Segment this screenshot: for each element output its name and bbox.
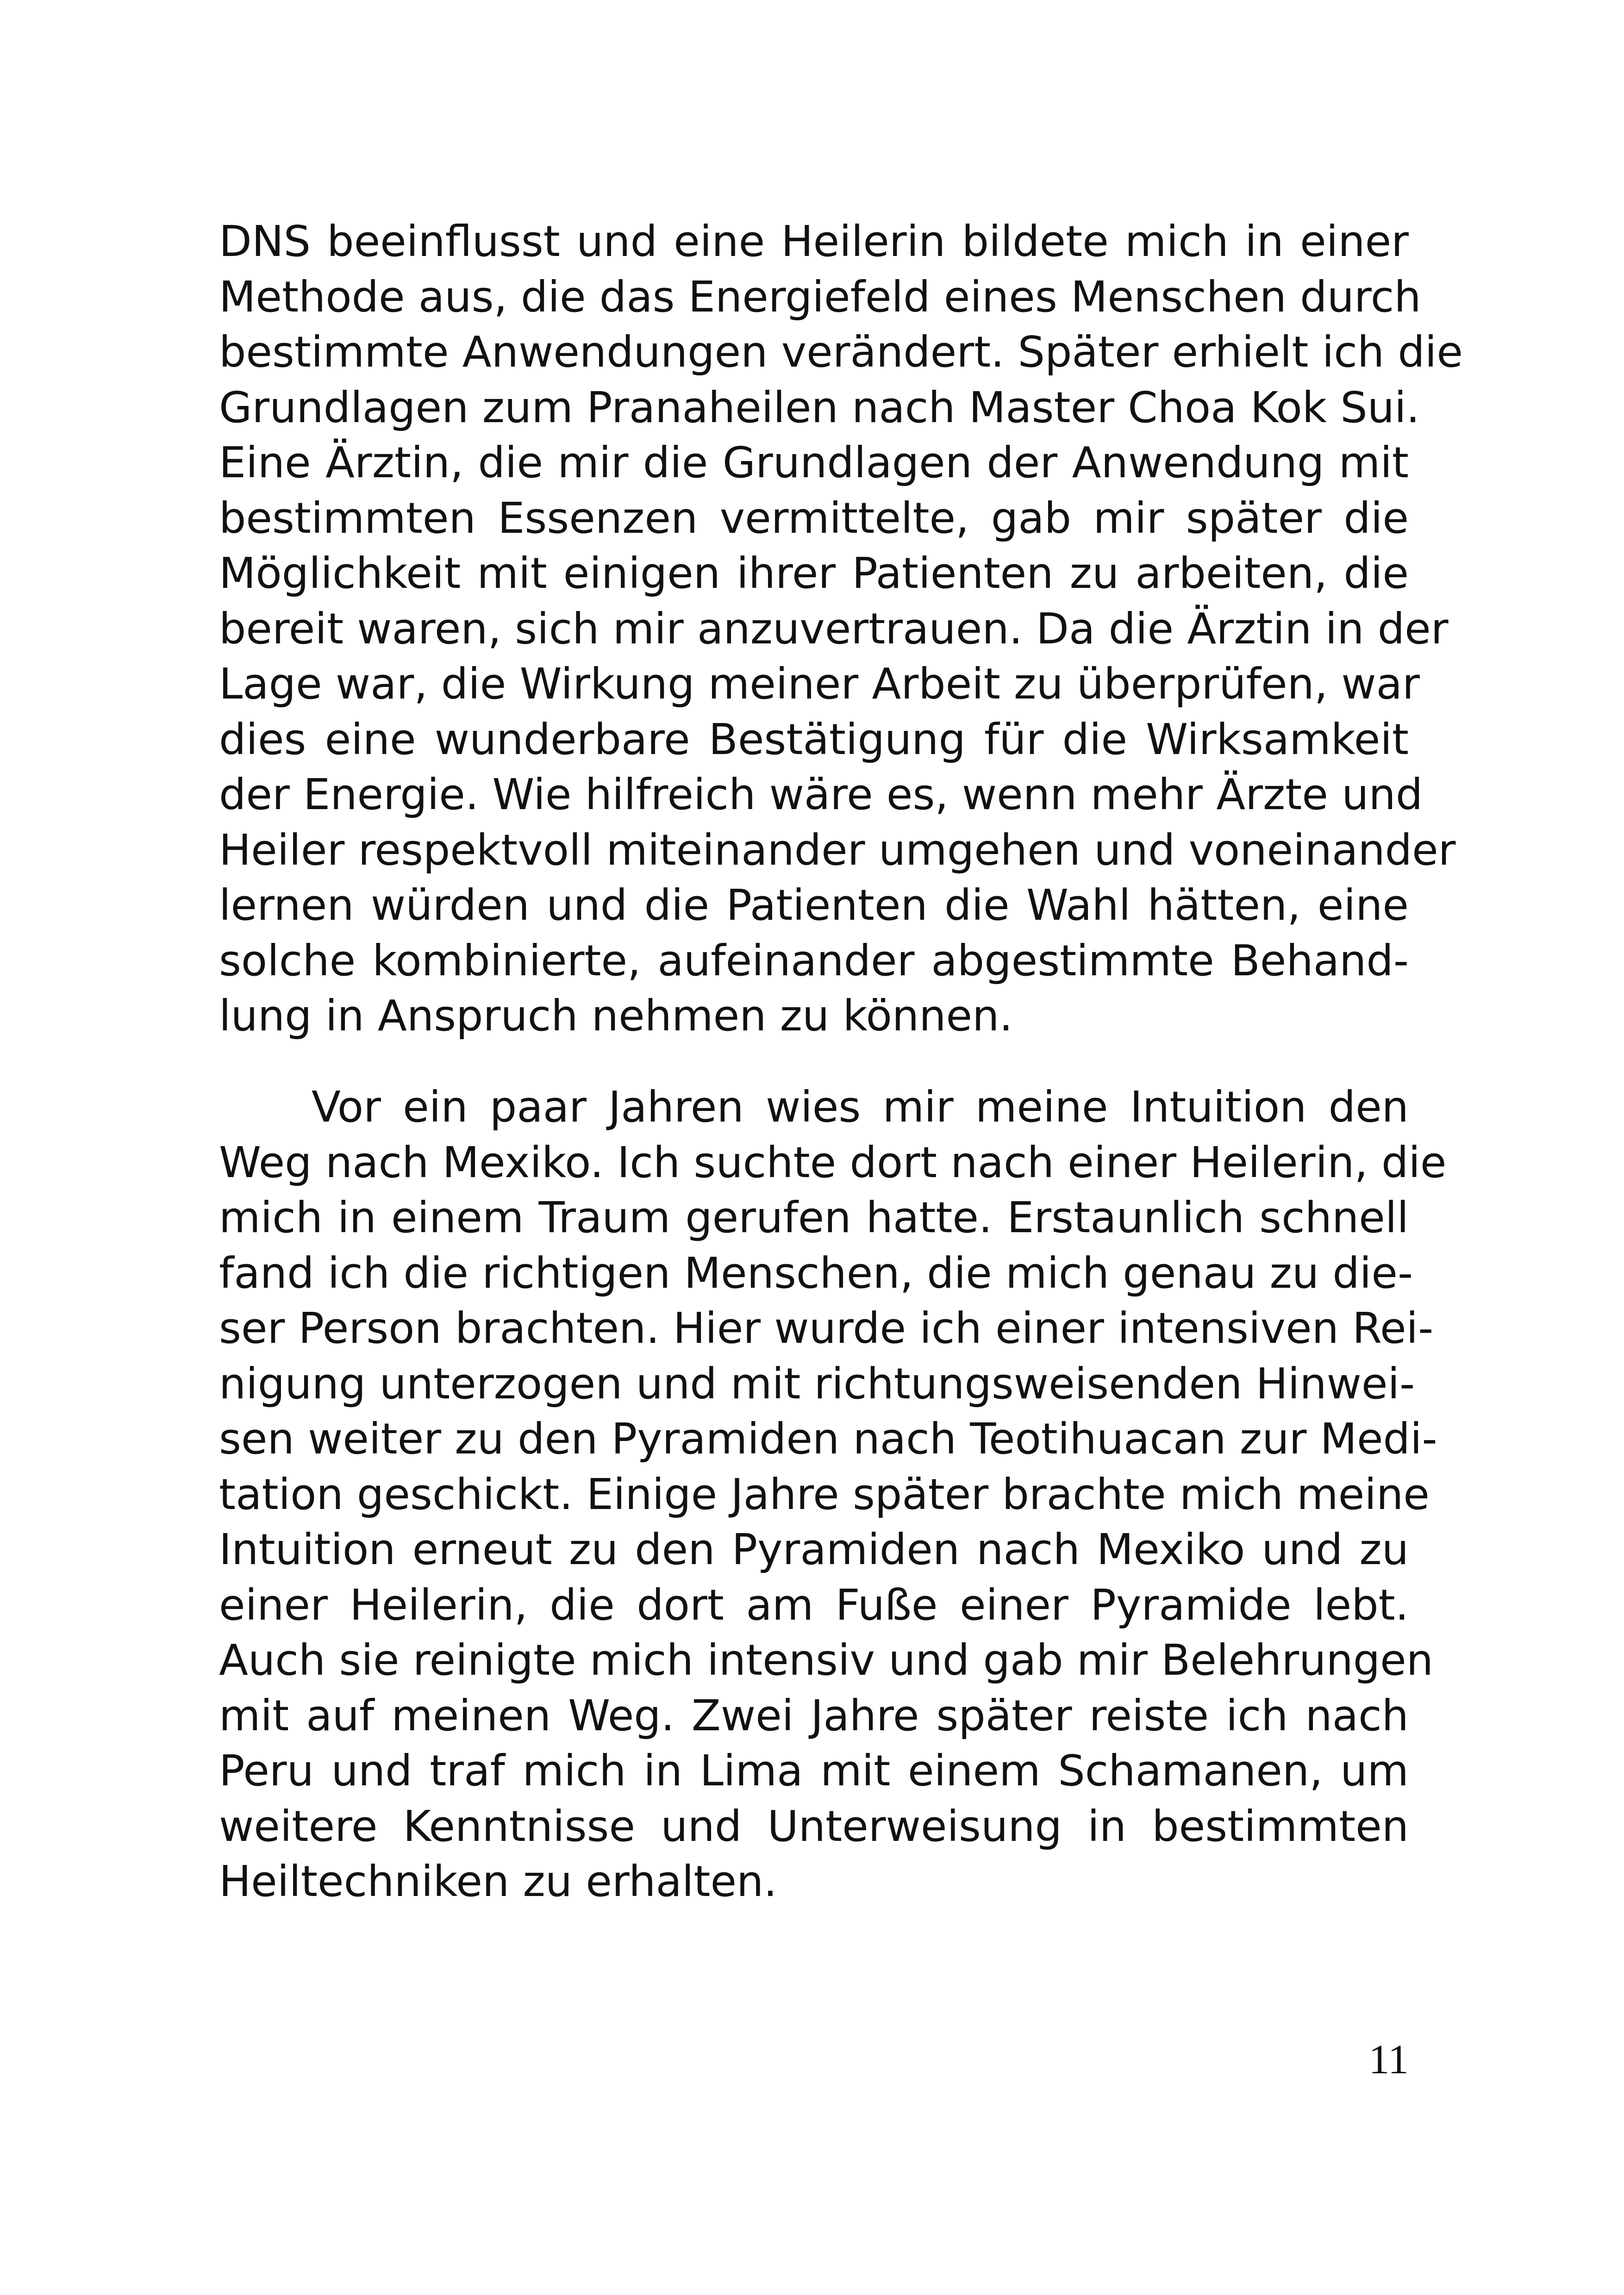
text-line: Auch sie reinigte mich intensiv und gab mir Belehrungen xyxy=(219,1635,1434,1685)
text-line: tation geschickt. Einige Jahre später brachte mich meine xyxy=(219,1469,1430,1519)
text-line: Methode aus, die das Energiefeld eines Menschen durch xyxy=(219,272,1421,322)
text-line: lernen würden und die Patienten die Wahl hätten, eine xyxy=(219,880,1409,930)
text-line: Vor ein paar Jahren wies mir meine Intuition den xyxy=(312,1082,1409,1132)
text-line: Peru und traf mich in Lima mit einem Schamanen, um xyxy=(219,1746,1409,1796)
text-line: bestimmte Anwendungen verändert. Später erhielt ich die xyxy=(219,327,1463,377)
text-line: bereit waren, sich mir anzuvertrauen. Da die Ärztin in der xyxy=(219,604,1449,654)
paragraph-2 xyxy=(219,1079,1447,1909)
text-line: der Energie. Wie hilfreich wäre es, wenn mehr Ärzte und xyxy=(219,770,1423,819)
text-line: solche kombinierte, aufeinander abgestimmte Behand- xyxy=(219,935,1409,985)
text-line: Grundlagen zum Pranaheilen nach Master Choa Kok Sui. xyxy=(219,382,1420,432)
text-line: Lage war, die Wirkung meiner Arbeit zu überprüfen, war xyxy=(219,659,1420,709)
text-line: Heiltechniken zu erhalten. xyxy=(219,1857,777,1906)
text-line: fand ich die richtigen Menschen, die mich genau zu die- xyxy=(219,1248,1413,1298)
text-line: Möglichkeit mit einigen ihrer Patienten zu arbeiten, die xyxy=(219,549,1409,598)
text-line: Eine Ärztin, die mir die Grundlagen der Anwendung mit xyxy=(219,438,1409,487)
text-line: mit auf meinen Weg. Zwei Jahre später reiste ich nach xyxy=(219,1690,1409,1740)
text-line: einer Heilerin, die dort am Fuße einer Pyramide lebt. xyxy=(219,1580,1409,1630)
text-line: mich in einem Traum gerufen hatte. Erstaunlich schnell xyxy=(219,1193,1409,1242)
text-line: dies eine wunderbare Bestätigung für die Wirksamkeit xyxy=(219,714,1409,764)
text-line: lung in Anspruch nehmen zu können. xyxy=(219,991,1013,1041)
text-line: Heiler respektvoll miteinander umgehen und voneinander xyxy=(219,825,1456,875)
text-line: nigung unterzogen und mit richtungsweisenden Hinwei- xyxy=(219,1359,1415,1409)
page-number: 11 xyxy=(1368,2037,1409,2083)
text-line: ser Person brachten. Hier wurde ich einer intensiven Rei- xyxy=(219,1303,1434,1353)
text-line: sen weiter zu den Pyramiden nach Teotihuacan zur Medi- xyxy=(219,1414,1437,1464)
text-line: DNS beeinflusst und eine Heilerin bildete mich in einer xyxy=(219,217,1409,266)
text-line: Intuition erneut zu den Pyramiden nach Mexiko und zu xyxy=(219,1525,1409,1574)
text-line: weitere Kenntnisse und Unterweisung in bestimmten xyxy=(219,1801,1409,1851)
text-line: Weg nach Mexiko. Ich suchte dort nach einer Heilerin, die xyxy=(219,1137,1447,1187)
text-line: bestimmten Essenzen vermittelte, gab mir später die xyxy=(219,493,1409,543)
paragraph-1 xyxy=(219,214,1463,1044)
